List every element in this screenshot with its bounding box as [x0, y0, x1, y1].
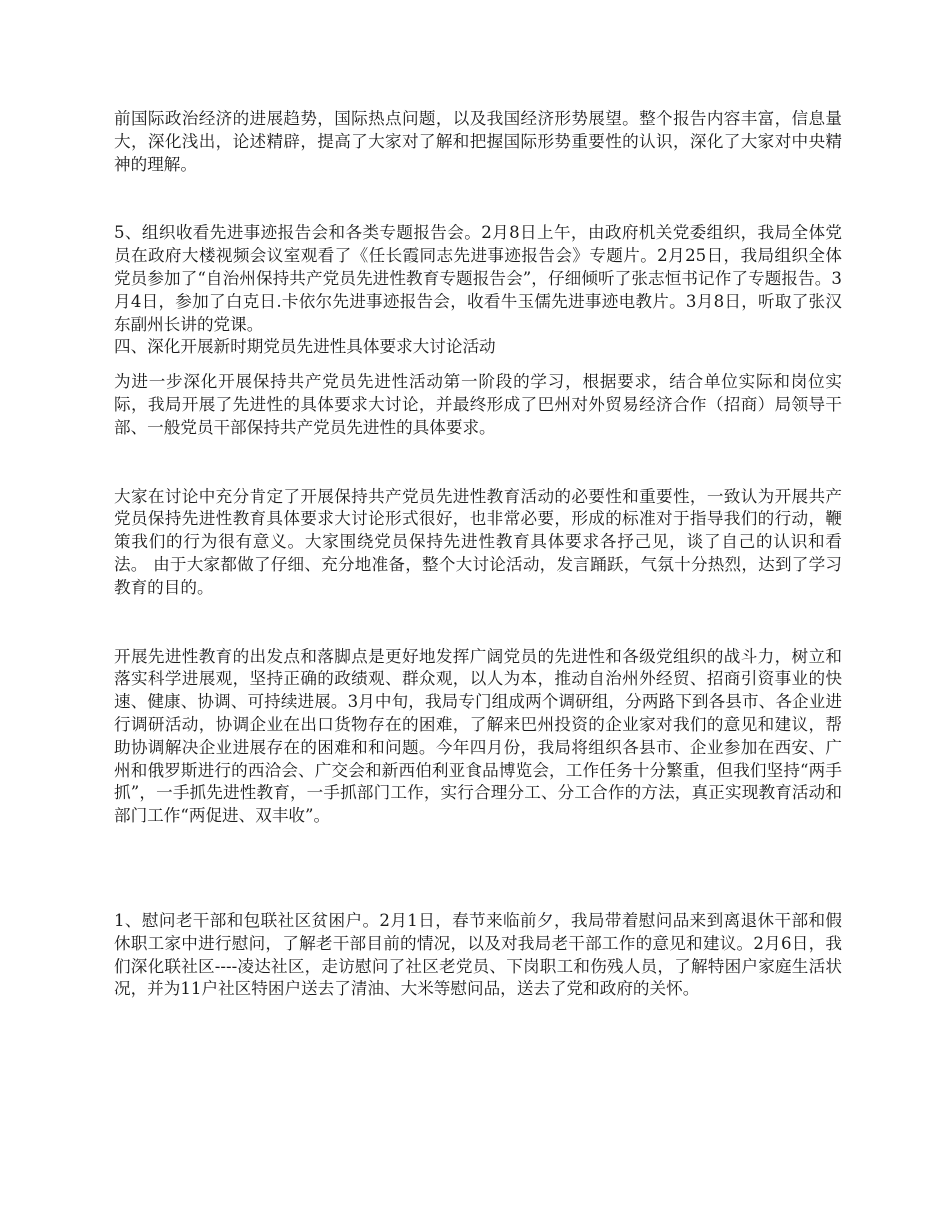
paragraph-intl-report: 前国际政治经济的进展趋势，国际热点问题，以及我国经济形势展望。整个报告内容丰富，信息量大，深化浅出，论述精辟，提高了大家对了解和把握国际形势重要性的认识，深化了大家对中央精神的理解。 — [114, 109, 842, 174]
paragraph-discussion-result: 大家在讨论中充分肯定了开展保持共产党员先进性教育活动的必要性和重要性，一致认为开展共产党员保持先进性教育具体要求大讨论形式很好，也非常必要，形成的标准对于指导我们的行动，鞭策我们的行为很有意义。大家围绕党员保持先进性教育具体要求各抒己见，谈了自己的认识和看法。 由于大家都做了仔细、充分地准备，整个大讨论活动，发言踊跃，气氛十分热烈，达到了学习教育的目的。 — [114, 486, 842, 597]
paragraph-discussion-intro: 为进一步深化开展保持共产党员先进性活动第一阶段的学习，根据要求，结合单位实际和岗位实际，我局开展了先进性的具体要求大讨论，并最终形成了巴州对外贸易经济合作（招商）局领导干部、一般党员干部保持共产党员先进性的具体要求。 — [114, 372, 842, 437]
paragraph-starting-point: 开展先进性教育的出发点和落脚点是更好地发挥广阔党员的先进性和各级党组织的战斗力，树立和落实科学进展观，坚持正确的政绩观、群众观，以人为本，推动自治州外经贸、招商引资事业的快速、健康、协调、可持续进展。3月中旬，我局专门组成两个调研组，分两路下到各县市、各企业进行调研活动，协调企业在出口货物存在的困难，了解来巴州投资的企业家对我们的意见和建议，帮助协调解决企业进展存在的困难和和问题。今年四月份，我局将组织各县市、企业参加在西安、广州和俄罗斯进行的西洽会、广交会和新西伯利亚食品博览会，工作任务十分繁重，但我们坚持“两手抓”，一手抓先进性教育，一手抓部门工作，实行合理分工、分工合作的方法，真正实现教育活动和部门工作“两促进、双丰收”。 — [114, 646, 842, 826]
document-page — [114, 108, 842, 1001]
paragraph-item-5: 5、组织收看先进事迹报告会和各类专题报告会。2月8日上午，由政府机关党委组织，我局全体党员在政府大楼视频会议室观看了《任长霞同志先进事迹报告会》专题片。2月25日，我局组织全体党员参加了“自治州保持共产党员先进性教育专题报告会”，仔细倾听了张志恒书记作了专题报告。3月4日，参加了白克日.卡依尔先进事迹报告会，收看牛玉儒先进事迹电教片。3月8日，听取了张汉东副州长讲的党课。 — [114, 223, 842, 334]
paragraph-item-1-visit: 1、慰问老干部和包联社区贫困户。2月1日，春节来临前夕，我局带着慰问品来到离退休干部和假休职工家中进行慰问，了解老干部目前的情况，以及对我局老干部工作的意见和建议。2月6日，我们深化联社区----凌达社区，走访慰问了社区老党员、下岗职工和伤残人员，了解特困户家庭生活状况，并为11户社区特困户送去了清油、大米等慰问品，送去了党和政府的关怀。 — [114, 910, 842, 999]
section-heading-4: 四、深化开展新时期党员先进性具体要求大讨论活动 — [114, 337, 496, 357]
